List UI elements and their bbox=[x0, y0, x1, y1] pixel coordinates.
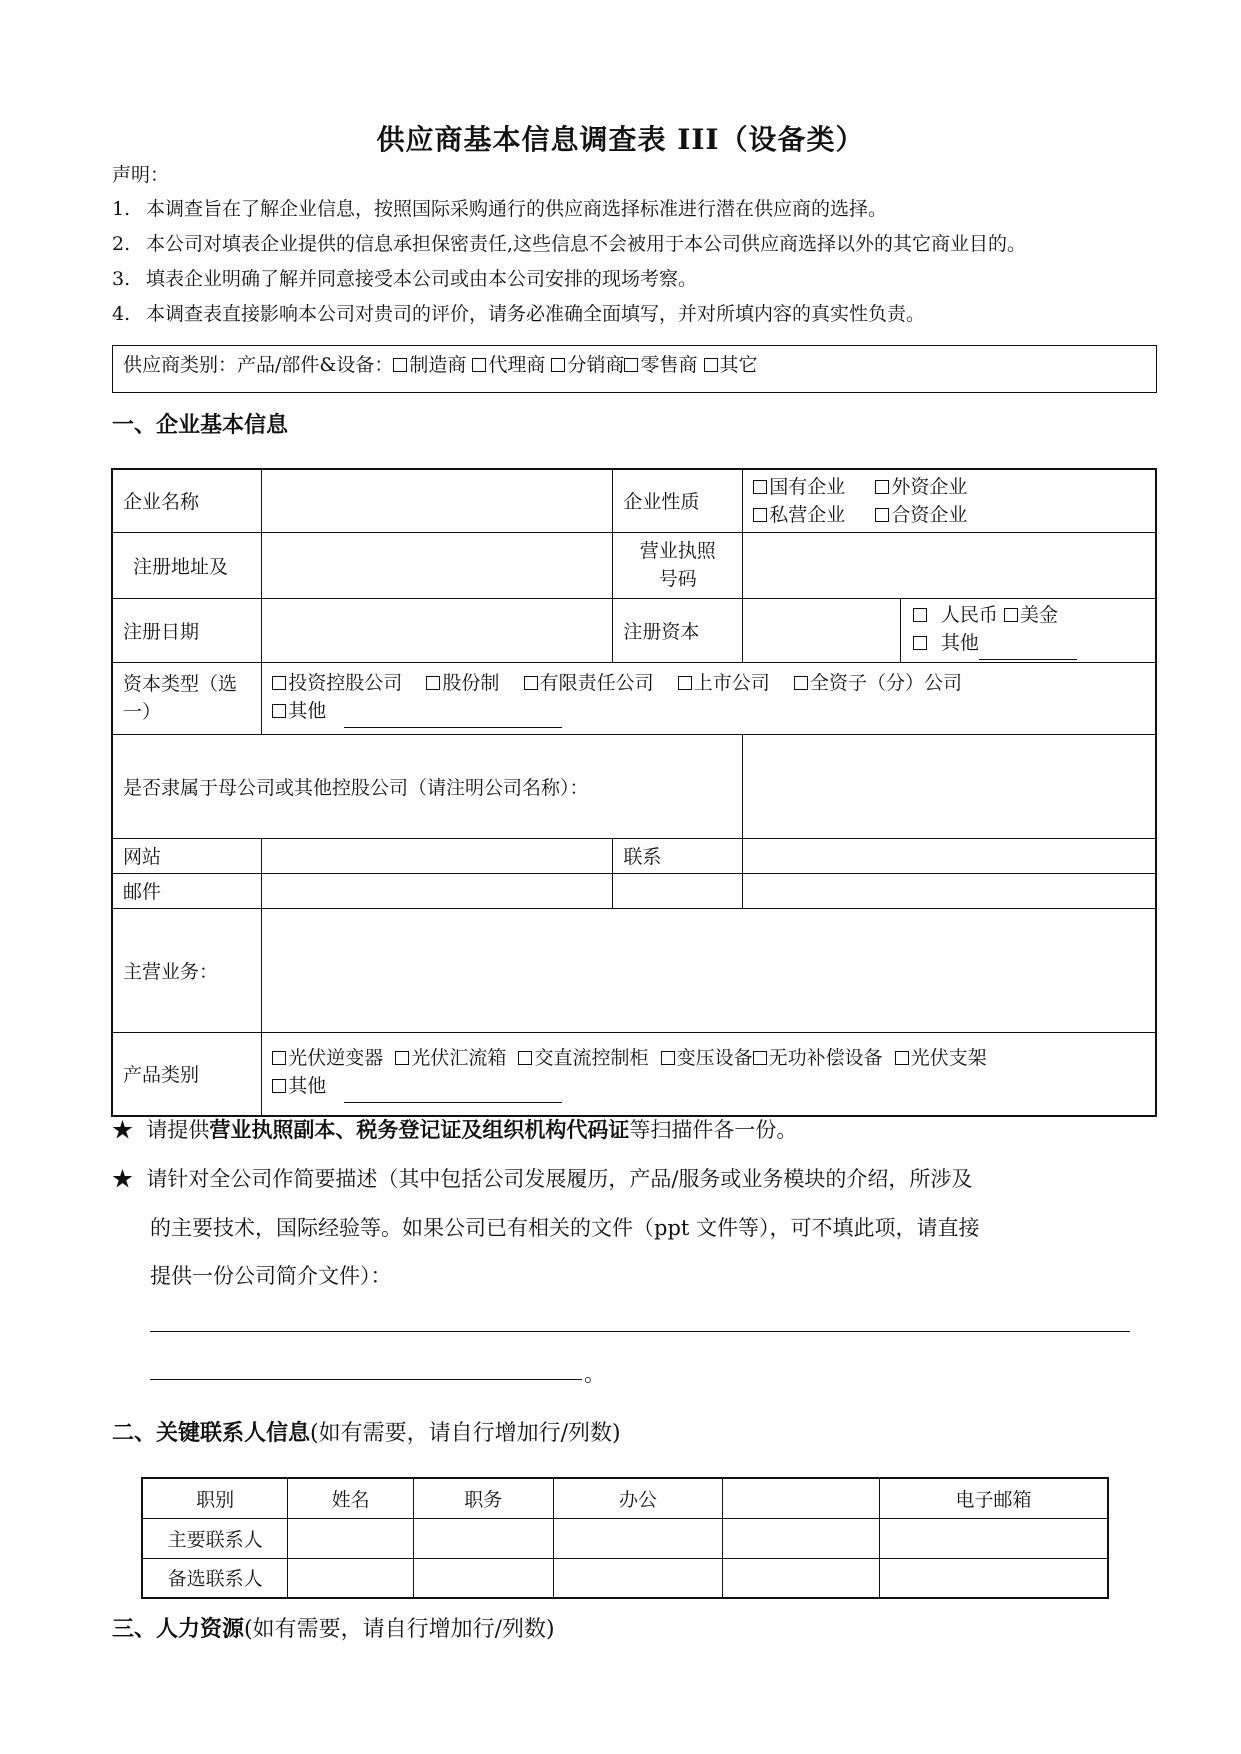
checkbox-combiner-box[interactable] bbox=[395, 1051, 409, 1065]
declaration-item bbox=[112, 229, 1026, 256]
header-name: 姓名 bbox=[288, 1478, 414, 1518]
table-cell[interactable] bbox=[413, 1558, 553, 1598]
section-2-title bbox=[112, 1416, 621, 1447]
email-field[interactable] bbox=[262, 873, 613, 908]
label-company-name: 企业名称 bbox=[112, 469, 262, 532]
product-category-options bbox=[262, 1032, 1156, 1116]
label-capital-type: 资本类型（选一） bbox=[112, 662, 262, 734]
label-main-business: 主营业务： bbox=[112, 908, 262, 1032]
section-note: (如有需要，请自行增加行/列数) bbox=[244, 1617, 555, 1642]
note-text: 等扫描件各一份。 bbox=[629, 1118, 798, 1142]
checkbox-transformer[interactable] bbox=[661, 1051, 675, 1065]
email-extra-field[interactable] bbox=[743, 873, 1156, 908]
description-blank-line-1[interactable] bbox=[150, 1330, 1130, 1332]
header-role: 职别 bbox=[142, 1478, 288, 1518]
option-label: 私营企业 bbox=[769, 503, 846, 526]
label-email: 邮件 bbox=[112, 873, 262, 908]
parent-company-field[interactable] bbox=[743, 734, 1156, 838]
table-cell[interactable] bbox=[288, 1518, 414, 1558]
checkbox-limited[interactable] bbox=[524, 676, 538, 690]
option-label: 上市公司 bbox=[693, 671, 770, 694]
declaration-item bbox=[112, 264, 697, 291]
option-label: 光伏汇流箱 bbox=[411, 1047, 507, 1070]
label-reg-date: 注册日期 bbox=[112, 598, 262, 662]
table-cell[interactable] bbox=[553, 1518, 723, 1558]
option-label: 投资控股公司 bbox=[288, 671, 403, 694]
checkbox-joint-stock[interactable] bbox=[426, 676, 440, 690]
checkbox-rmb[interactable] bbox=[913, 608, 927, 622]
company-name-field[interactable] bbox=[262, 469, 613, 532]
note-text: 请提供 bbox=[146, 1118, 210, 1142]
empty-cell bbox=[613, 873, 743, 908]
option-label: 交直流控制柜 bbox=[534, 1047, 649, 1070]
item-text: 本调查表直接影响本公司对贵司的评价，请务必准确全面填写，并对所填内容的真实性负责。 bbox=[146, 303, 926, 325]
checkbox-other[interactable] bbox=[704, 358, 718, 372]
option-label: 美金 bbox=[1019, 603, 1058, 626]
item-number: 2. bbox=[112, 233, 131, 255]
end-mark: 。 bbox=[584, 1362, 605, 1386]
note-description-line3: 提供一份公司简介文件）： bbox=[150, 1264, 392, 1288]
main-business-field[interactable] bbox=[262, 908, 1156, 1032]
item-number: 4. bbox=[112, 303, 131, 325]
checkbox-state-owned[interactable] bbox=[753, 480, 767, 494]
checkbox-inverter[interactable] bbox=[272, 1051, 286, 1065]
option-label: 有限责任公司 bbox=[539, 671, 654, 694]
option-label: 无功补偿设备 bbox=[768, 1047, 883, 1070]
option-label: 光伏支架 bbox=[910, 1047, 987, 1070]
checkbox-listed[interactable] bbox=[678, 676, 692, 690]
checkbox-manufacturer[interactable] bbox=[393, 358, 407, 372]
section-1-title: 一、企业基本信息 bbox=[112, 412, 289, 438]
option-label: 其他 bbox=[288, 1075, 327, 1098]
header-blank bbox=[723, 1478, 880, 1518]
website-field[interactable] bbox=[262, 838, 613, 873]
table-cell[interactable] bbox=[723, 1518, 880, 1558]
checkbox-agent[interactable] bbox=[472, 358, 486, 372]
item-number: 3. bbox=[112, 268, 131, 290]
item-text: 填表企业明确了解并同意接受本公司或由本公司安排的现场考察。 bbox=[146, 268, 698, 290]
checkbox-joint-venture[interactable] bbox=[875, 508, 889, 522]
checkbox-foreign[interactable] bbox=[875, 480, 889, 494]
item-text: 本公司对填表企业提供的信息承担保密责任,这些信息不会被用于本公司供应商选择以外的其它商业目的。 bbox=[146, 233, 1027, 255]
note-bold-text: 营业执照副本、税务登记证及组织机构代码证 bbox=[209, 1117, 630, 1142]
row-primary-contact: 主要联系人 bbox=[142, 1518, 288, 1558]
header-position: 职务 bbox=[413, 1478, 553, 1518]
table-cell[interactable] bbox=[879, 1518, 1108, 1558]
checkbox-currency-other[interactable] bbox=[913, 636, 927, 650]
note-text: 请针对全公司作简要描述（其中包括公司发展履历，产品/服务或业务模块的介绍，所涉及 bbox=[146, 1167, 973, 1191]
table-cell[interactable] bbox=[413, 1518, 553, 1558]
table-cell[interactable] bbox=[288, 1558, 414, 1598]
checkbox-subsidiary[interactable] bbox=[794, 676, 808, 690]
option-label: 国有企业 bbox=[769, 475, 846, 498]
section-title-text: 三、人力资源 bbox=[112, 1616, 245, 1642]
header-office: 办公 bbox=[553, 1478, 723, 1518]
supplier-type-box bbox=[112, 345, 1157, 393]
section-title-text: 二、关键联系人信息 bbox=[112, 1420, 311, 1446]
option-label: 代理商 bbox=[488, 354, 546, 376]
label-license-no: 营业执照号码 bbox=[613, 532, 743, 598]
section-note: (如有需要，请自行增加行/列数) bbox=[310, 1421, 621, 1446]
capital-other-blank[interactable] bbox=[344, 699, 562, 728]
page-title: 供应商基本信息调查表 III（设备类） bbox=[376, 123, 865, 156]
checkbox-pv-bracket[interactable] bbox=[895, 1051, 909, 1065]
note-description bbox=[112, 1163, 972, 1193]
star-icon: ★ bbox=[112, 1118, 133, 1142]
star-icon: ★ bbox=[112, 1167, 133, 1191]
contact-table bbox=[141, 1477, 1109, 1599]
item-number: 1. bbox=[112, 198, 131, 220]
option-label: 股份制 bbox=[442, 671, 500, 694]
note-description-line2: 的主要技术，国际经验等。如果公司已有相关的文件（ppt 文件等），可不填此项，请直接 bbox=[150, 1216, 980, 1240]
checkbox-reactive-power[interactable] bbox=[753, 1051, 767, 1065]
license-no-field[interactable] bbox=[743, 532, 1156, 598]
label-reg-capital: 注册资本 bbox=[613, 598, 743, 662]
row-backup-contact: 备选联系人 bbox=[142, 1558, 288, 1598]
checkbox-capital-other[interactable] bbox=[272, 704, 286, 718]
company-info-table bbox=[111, 468, 1157, 1117]
checkbox-retailer[interactable] bbox=[624, 358, 638, 372]
note-documents bbox=[112, 1114, 797, 1144]
option-label: 合资企业 bbox=[891, 503, 968, 526]
option-label: 外资企业 bbox=[891, 475, 968, 498]
currency-options bbox=[900, 598, 1156, 662]
option-label: 其他 bbox=[288, 699, 327, 722]
reg-date-field[interactable] bbox=[262, 598, 613, 662]
table-cell[interactable] bbox=[723, 1558, 880, 1598]
label-company-nature: 企业性质 bbox=[613, 469, 743, 532]
option-label: 制造商 bbox=[409, 354, 467, 376]
capital-type-options bbox=[262, 662, 1156, 734]
table-cell[interactable] bbox=[553, 1558, 723, 1598]
checkbox-private[interactable] bbox=[753, 508, 767, 522]
label-parent-company: 是否隶属于母公司或其他控股公司（请注明公司名称）： bbox=[112, 734, 743, 838]
checkbox-product-other[interactable] bbox=[272, 1079, 286, 1093]
supplier-type-label: 供应商类别：产品/部件&设备： bbox=[123, 354, 394, 376]
label-website: 网站 bbox=[112, 838, 262, 873]
declaration-item bbox=[112, 194, 887, 221]
checkbox-control-cabinet[interactable] bbox=[518, 1051, 532, 1065]
option-label: 全资子（分）公司 bbox=[809, 671, 962, 694]
reg-capital-field[interactable] bbox=[743, 598, 901, 662]
label-contact: 联系 bbox=[613, 838, 743, 873]
option-label: 其它 bbox=[719, 354, 758, 376]
option-label: 分销商 bbox=[567, 354, 625, 376]
option-label: 光伏逆变器 bbox=[288, 1047, 384, 1070]
option-label: 变压设备 bbox=[676, 1047, 753, 1070]
company-nature-options bbox=[743, 469, 1156, 532]
option-label: 零售商 bbox=[640, 354, 698, 376]
currency-other-blank[interactable] bbox=[979, 631, 1077, 660]
option-label: 其他 bbox=[940, 631, 979, 654]
label-product-category: 产品类别 bbox=[112, 1032, 262, 1116]
reg-address-field[interactable] bbox=[262, 532, 613, 598]
option-label: 人民币 bbox=[940, 603, 998, 626]
declaration-heading: 声明： bbox=[112, 164, 170, 186]
checkbox-distributor[interactable] bbox=[551, 358, 565, 372]
product-other-blank[interactable] bbox=[344, 1074, 562, 1103]
checkbox-holding[interactable] bbox=[272, 676, 286, 690]
label-reg-address: 注册地址及 bbox=[112, 532, 262, 598]
header-email: 电子邮箱 bbox=[879, 1478, 1108, 1518]
item-text: 本调查旨在了解企业信息，按照国际采购通行的供应商选择标准进行潜在供应商的选择。 bbox=[146, 198, 888, 220]
checkbox-usd[interactable] bbox=[1004, 608, 1018, 622]
section-3-title bbox=[112, 1612, 555, 1643]
description-blank-line-2[interactable] bbox=[150, 1378, 582, 1380]
declaration-item bbox=[112, 299, 925, 326]
table-cell[interactable] bbox=[879, 1558, 1108, 1598]
contact-field[interactable] bbox=[743, 838, 1156, 873]
